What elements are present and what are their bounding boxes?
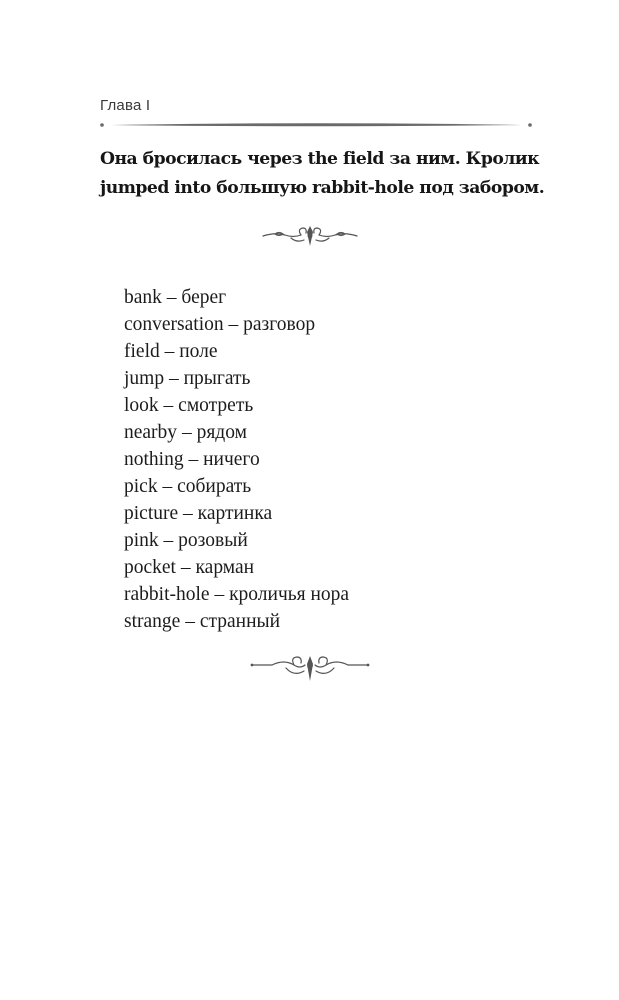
vocab-word: strange (124, 611, 181, 632)
vocab-dash: – (180, 611, 200, 632)
vocab-item (124, 500, 349, 527)
vocab-item (124, 311, 349, 338)
vocab-dash: – (223, 314, 244, 335)
vocab-dash: – (158, 530, 179, 551)
vocab-translation: рядом (196, 422, 247, 443)
vocab-word: look (124, 395, 159, 416)
header-divider (99, 119, 533, 131)
vocab-translation: ничего (203, 449, 260, 470)
vocab-word: picture (124, 503, 179, 524)
vocab-translation: берег (181, 287, 227, 308)
vocab-translation: прыгать (183, 368, 251, 389)
vocab-word: field (124, 341, 160, 362)
vocab-translation: собирать (177, 476, 252, 497)
vocab-item (124, 473, 349, 500)
vocabulary-list (124, 284, 349, 635)
vocab-dash: – (183, 449, 204, 470)
vocab-item (124, 581, 349, 608)
vocab-dash: – (158, 395, 179, 416)
vocab-item (124, 284, 349, 311)
vocab-translation: разговор (243, 314, 316, 335)
ornament-divider-bottom (250, 653, 370, 683)
vocab-item (124, 338, 349, 365)
vocab-word: conversation (124, 314, 224, 335)
vocab-word: pink (124, 530, 159, 551)
vocab-dash: – (157, 476, 178, 497)
lead-line-2: jumped into большую rabbit-hole под забором. (100, 178, 545, 198)
vocab-dash: – (159, 341, 180, 362)
vocab-translation: странный (199, 611, 281, 632)
vocab-translation: смотреть (178, 395, 254, 416)
vocab-translation: поле (179, 341, 218, 362)
vocab-dash: – (164, 368, 184, 389)
vocab-translation: карман (195, 557, 255, 578)
vocab-dash: – (161, 287, 182, 308)
ornament-divider-top (261, 224, 359, 248)
chapter-heading: Глава I (100, 97, 151, 114)
vocab-translation: картинка (197, 503, 273, 524)
vocab-item (124, 608, 349, 635)
vocab-translation: розовый (178, 530, 248, 551)
vocab-word: nothing (124, 449, 184, 470)
vocab-dash: – (177, 422, 197, 443)
vocab-word: pick (124, 476, 158, 497)
vocab-word: rabbit-hole (124, 584, 210, 605)
vocab-dash: – (175, 557, 196, 578)
vocab-word: pocket (124, 557, 176, 578)
lead-paragraph (100, 145, 545, 203)
vocab-item (124, 446, 349, 473)
vocab-item (124, 419, 349, 446)
vocab-item (124, 392, 349, 419)
vocab-dash: – (209, 584, 230, 605)
vocab-word: nearby (124, 422, 178, 443)
vocab-translation: кроличья нора (229, 584, 350, 605)
vocab-item (124, 554, 349, 581)
vocab-item (124, 527, 349, 554)
vocab-word: bank (124, 287, 162, 308)
vocab-item (124, 365, 349, 392)
vocab-dash: – (178, 503, 198, 524)
lead-line-1: Она бросилась через the field за ним. Кролик (100, 149, 540, 169)
vocab-word: jump (124, 368, 165, 389)
